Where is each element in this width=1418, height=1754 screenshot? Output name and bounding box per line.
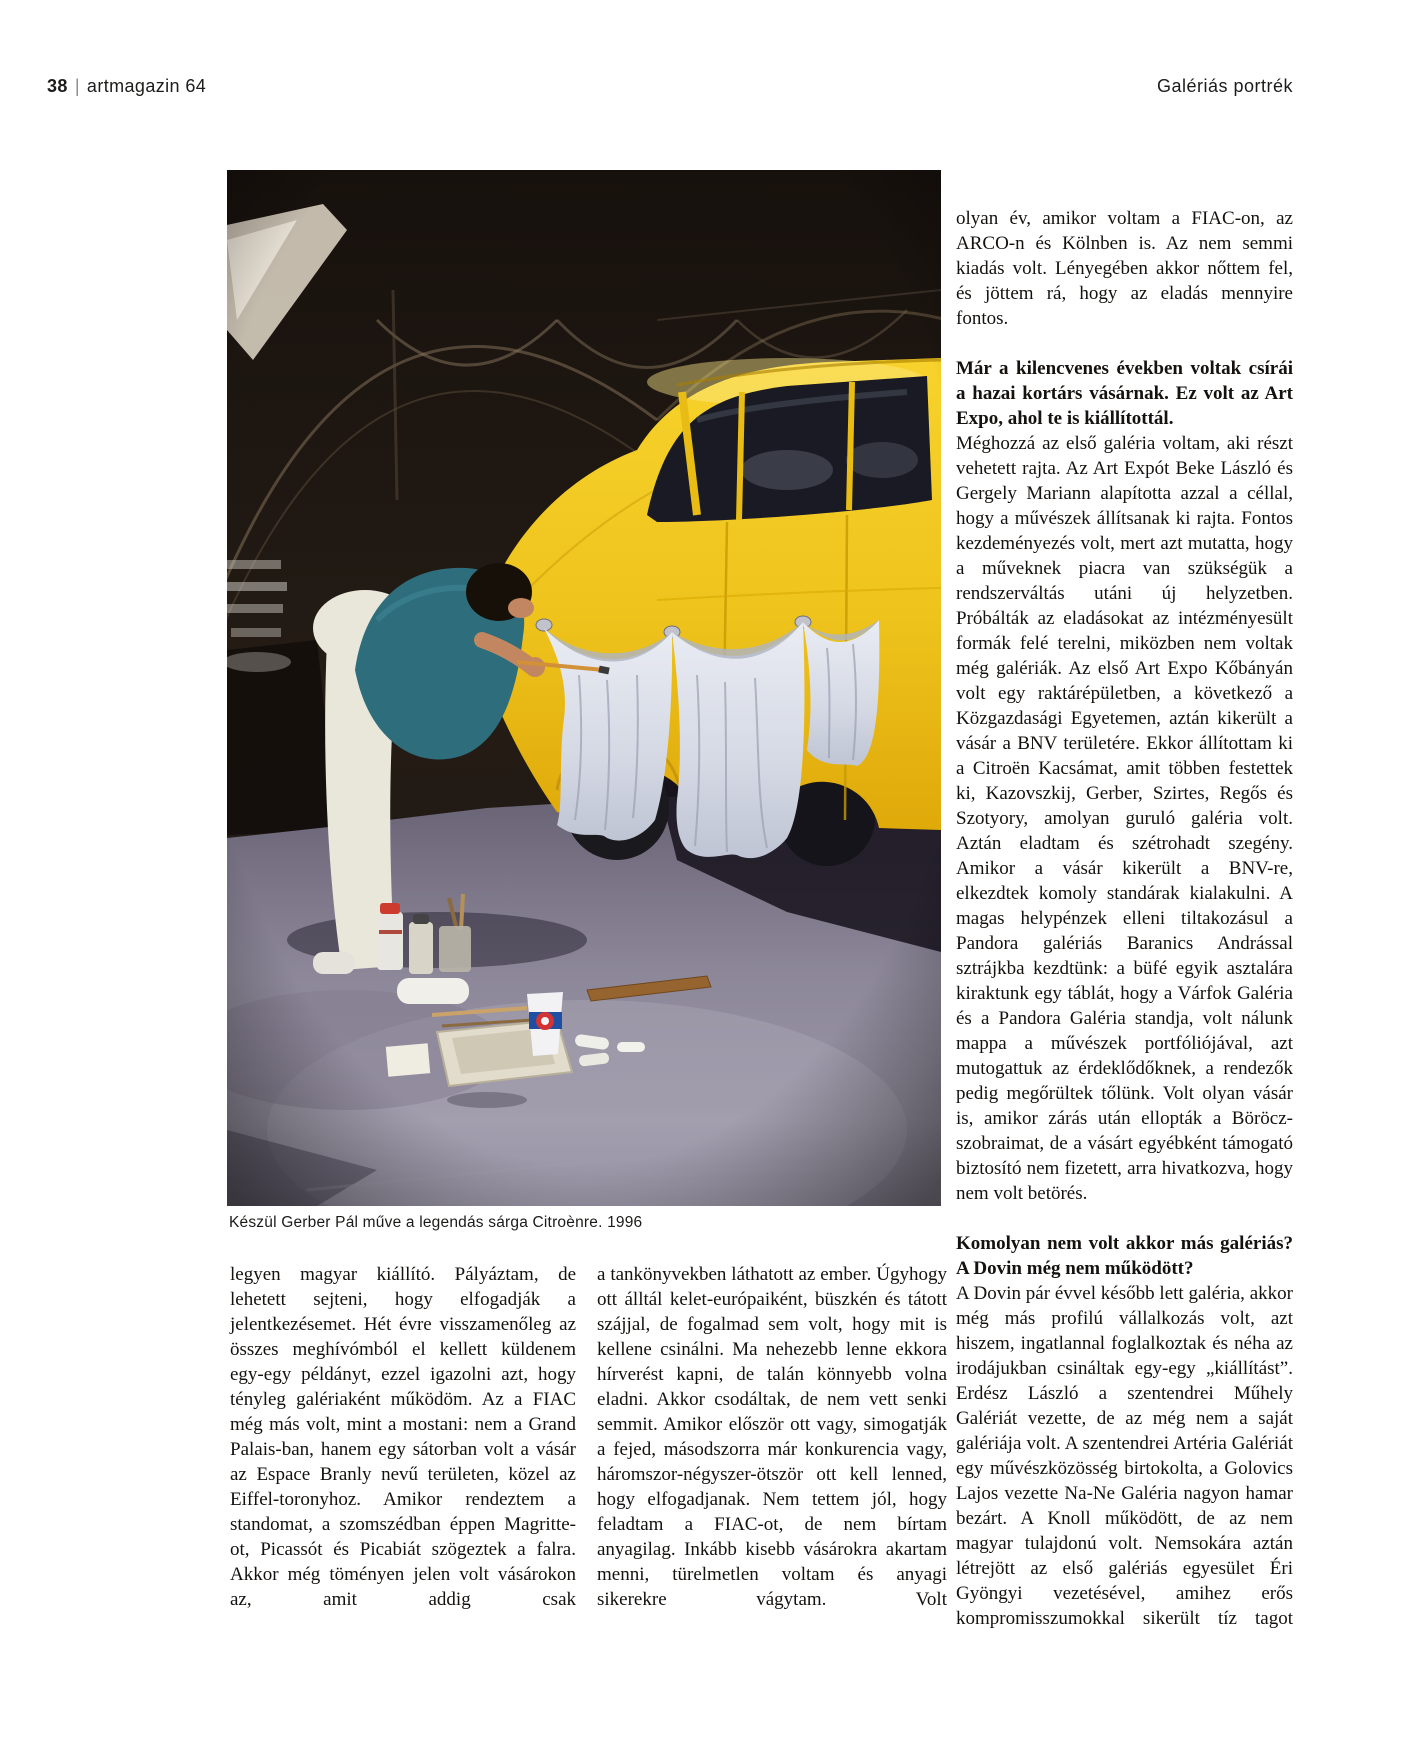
text-column-left bbox=[230, 1262, 576, 1612]
interview-answer: Méghozzá az első galéria voltam, aki részt vehetett rajta. Az Art Expót Beke László és Gergely Mariann alapította azzal a céllal, hogy a művészek állítsanak ki rajta. Fontos kezdeményezés volt, mert azt mutatta, hogy a műveknek piacra van szükségük a rendszerváltás utáni új helyzetben. Próbálták az eladásokat az intézményesült formák felé terelni, miközben nem voltak még galériák. Az első Art Expo Kőbányán volt egy raktárépületben, a következő a Közgazdasági Egyetemen, aztán kikerült a vásár a BNV területére. Ekkor állítottam ki a Citroën Kacsámat, amit többen festettek ki, Kazovszkij, Gerber, Szirtes, Regős és Szotyory, amolyan guruló galéria volt. Aztán eladtam és szétrohadt szegény. Amikor a vásár kikerült a BNV-re, elkezdtek komoly standárak kialakulni. A magas helypénzek elleni tiltakozásul a Pandora galériás Baranics Andrással sztrájkba kezdtünk: a büfé egyik asztalára kiraktunk egy táblát, hogy a Várfok Galéria és a Pandora Galéria standja, volt nálunk mappa a művészek portfóliójával, azt mutogattuk az érdeklődőknek, a rendezők pedig megőrültek tőlünk. Volt olyan vásár is, amikor zárás után ellopták a Böröcz-szobraimat, de a vásárt egyébként támogató biztosító nem fizetett, arra hivatkozva, hogy nem volt betörés. bbox=[956, 433, 1293, 1204]
page-number: 38 bbox=[47, 76, 68, 96]
magazine-title: artmagazin 64 bbox=[86, 76, 207, 96]
body-paragraph: olyan év, amikor voltam a FIAC-on, az ARCO-n és Kölnben is. Az nem semmi kiadás volt. Lényegében akkor nőttem fel, és jöttem rá, hogy az eladás mennyire fontos. bbox=[956, 208, 1293, 329]
photo-vignette bbox=[227, 170, 941, 1206]
body-paragraph: legyen magyar kiállító. Pályáztam, de lehetett sejteni, hogy elfogadják a jelentkezésemet. Hét évre visszamenőleg az összes meghívómból el kellett küldenem egy-egy példányt, ezzel igazolni azt, hogy tényleg galériaként működöm. Az a FIAC még más volt, mint a mostani: nem a Grand Palais-ban, hanem egy sátorban volt a vásár az Espace Branly nevű területen, közel az Eiffel-toronyhoz. Amikor rendeztem a standomat, a szomszédban éppen Magritte-ot, Picassót és Picabiát szögeztek a falra. Akkor még töményen jelen volt vásárokon az, amit addig csak bbox=[230, 1264, 576, 1610]
photo-citroen-painting bbox=[227, 170, 941, 1206]
interview-question: Komolyan nem volt akkor más galériás? A Dovin még nem működött? bbox=[956, 1233, 1293, 1279]
section-title: Galériás portrék bbox=[1156, 76, 1293, 96]
interview-answer: A Dovin pár évvel később lett galéria, akkor még más profilú vállalkozás volt, azt hiszem, ingatlannal foglalkoztak és néha az irodájukban csináltak egy-egy „kiállítást”. Erdész László a szentendrei Műhely Galériát vezette, de az még nem a saját galériája volt. A szentendrei Artéria Galériát egy művészközösség birtokolta, a Golovics Lajos vezette Na-Ne Galéria nagyon hamar bezárt. A Knoll működött, de az nem magyar tulajdonú volt. Nemsokára aztán létrejött az első galériás egyesület Éri Gyöngyi vezetésével, amihez erős kompromisszumokkal sikerült tíz tagot bbox=[956, 1283, 1293, 1629]
interview-question: Már a kilencvenes években voltak csírái a hazai kortárs vásárnak. Ez volt az Art Expo, ahol te is kiállítottál. bbox=[956, 358, 1293, 429]
text-column-right bbox=[956, 206, 1293, 1631]
photo-caption: Készül Gerber Pál műve a legendás sárga Citroènre. 1996 bbox=[229, 1214, 643, 1231]
body-paragraph: a tankönyvekben láthatott az ember. Úgyhogy ott álltál kelet-európaiként, büszkén és tátott szájjal, de fogalmad sem volt, hogy mit is kellene csinálni. Ma nehezebb lenne ekkora hírverést kapni, de talán könnyebb volna eladni. Akkor csodáltak, de nem vett senki semmit. Amikor először ott vagy, simogatják a fejed, másodszorra már konkurencia vagy, háromszor-négyszer-ötször ott kell lenned, hogy elfogadjanak. Nem tettem jól, hogy feladtam a FIAC-ot, de nem bírtam anyagilag. Inkább kisebb vásárokra akartam menni, türelmetlen voltam és anyagi sikerekre vágytam. Volt bbox=[597, 1264, 947, 1610]
header-separator: | bbox=[74, 76, 80, 96]
text-column-middle bbox=[597, 1262, 947, 1612]
page-header-left bbox=[47, 76, 206, 97]
citroen-photo-illustration bbox=[227, 170, 941, 1206]
